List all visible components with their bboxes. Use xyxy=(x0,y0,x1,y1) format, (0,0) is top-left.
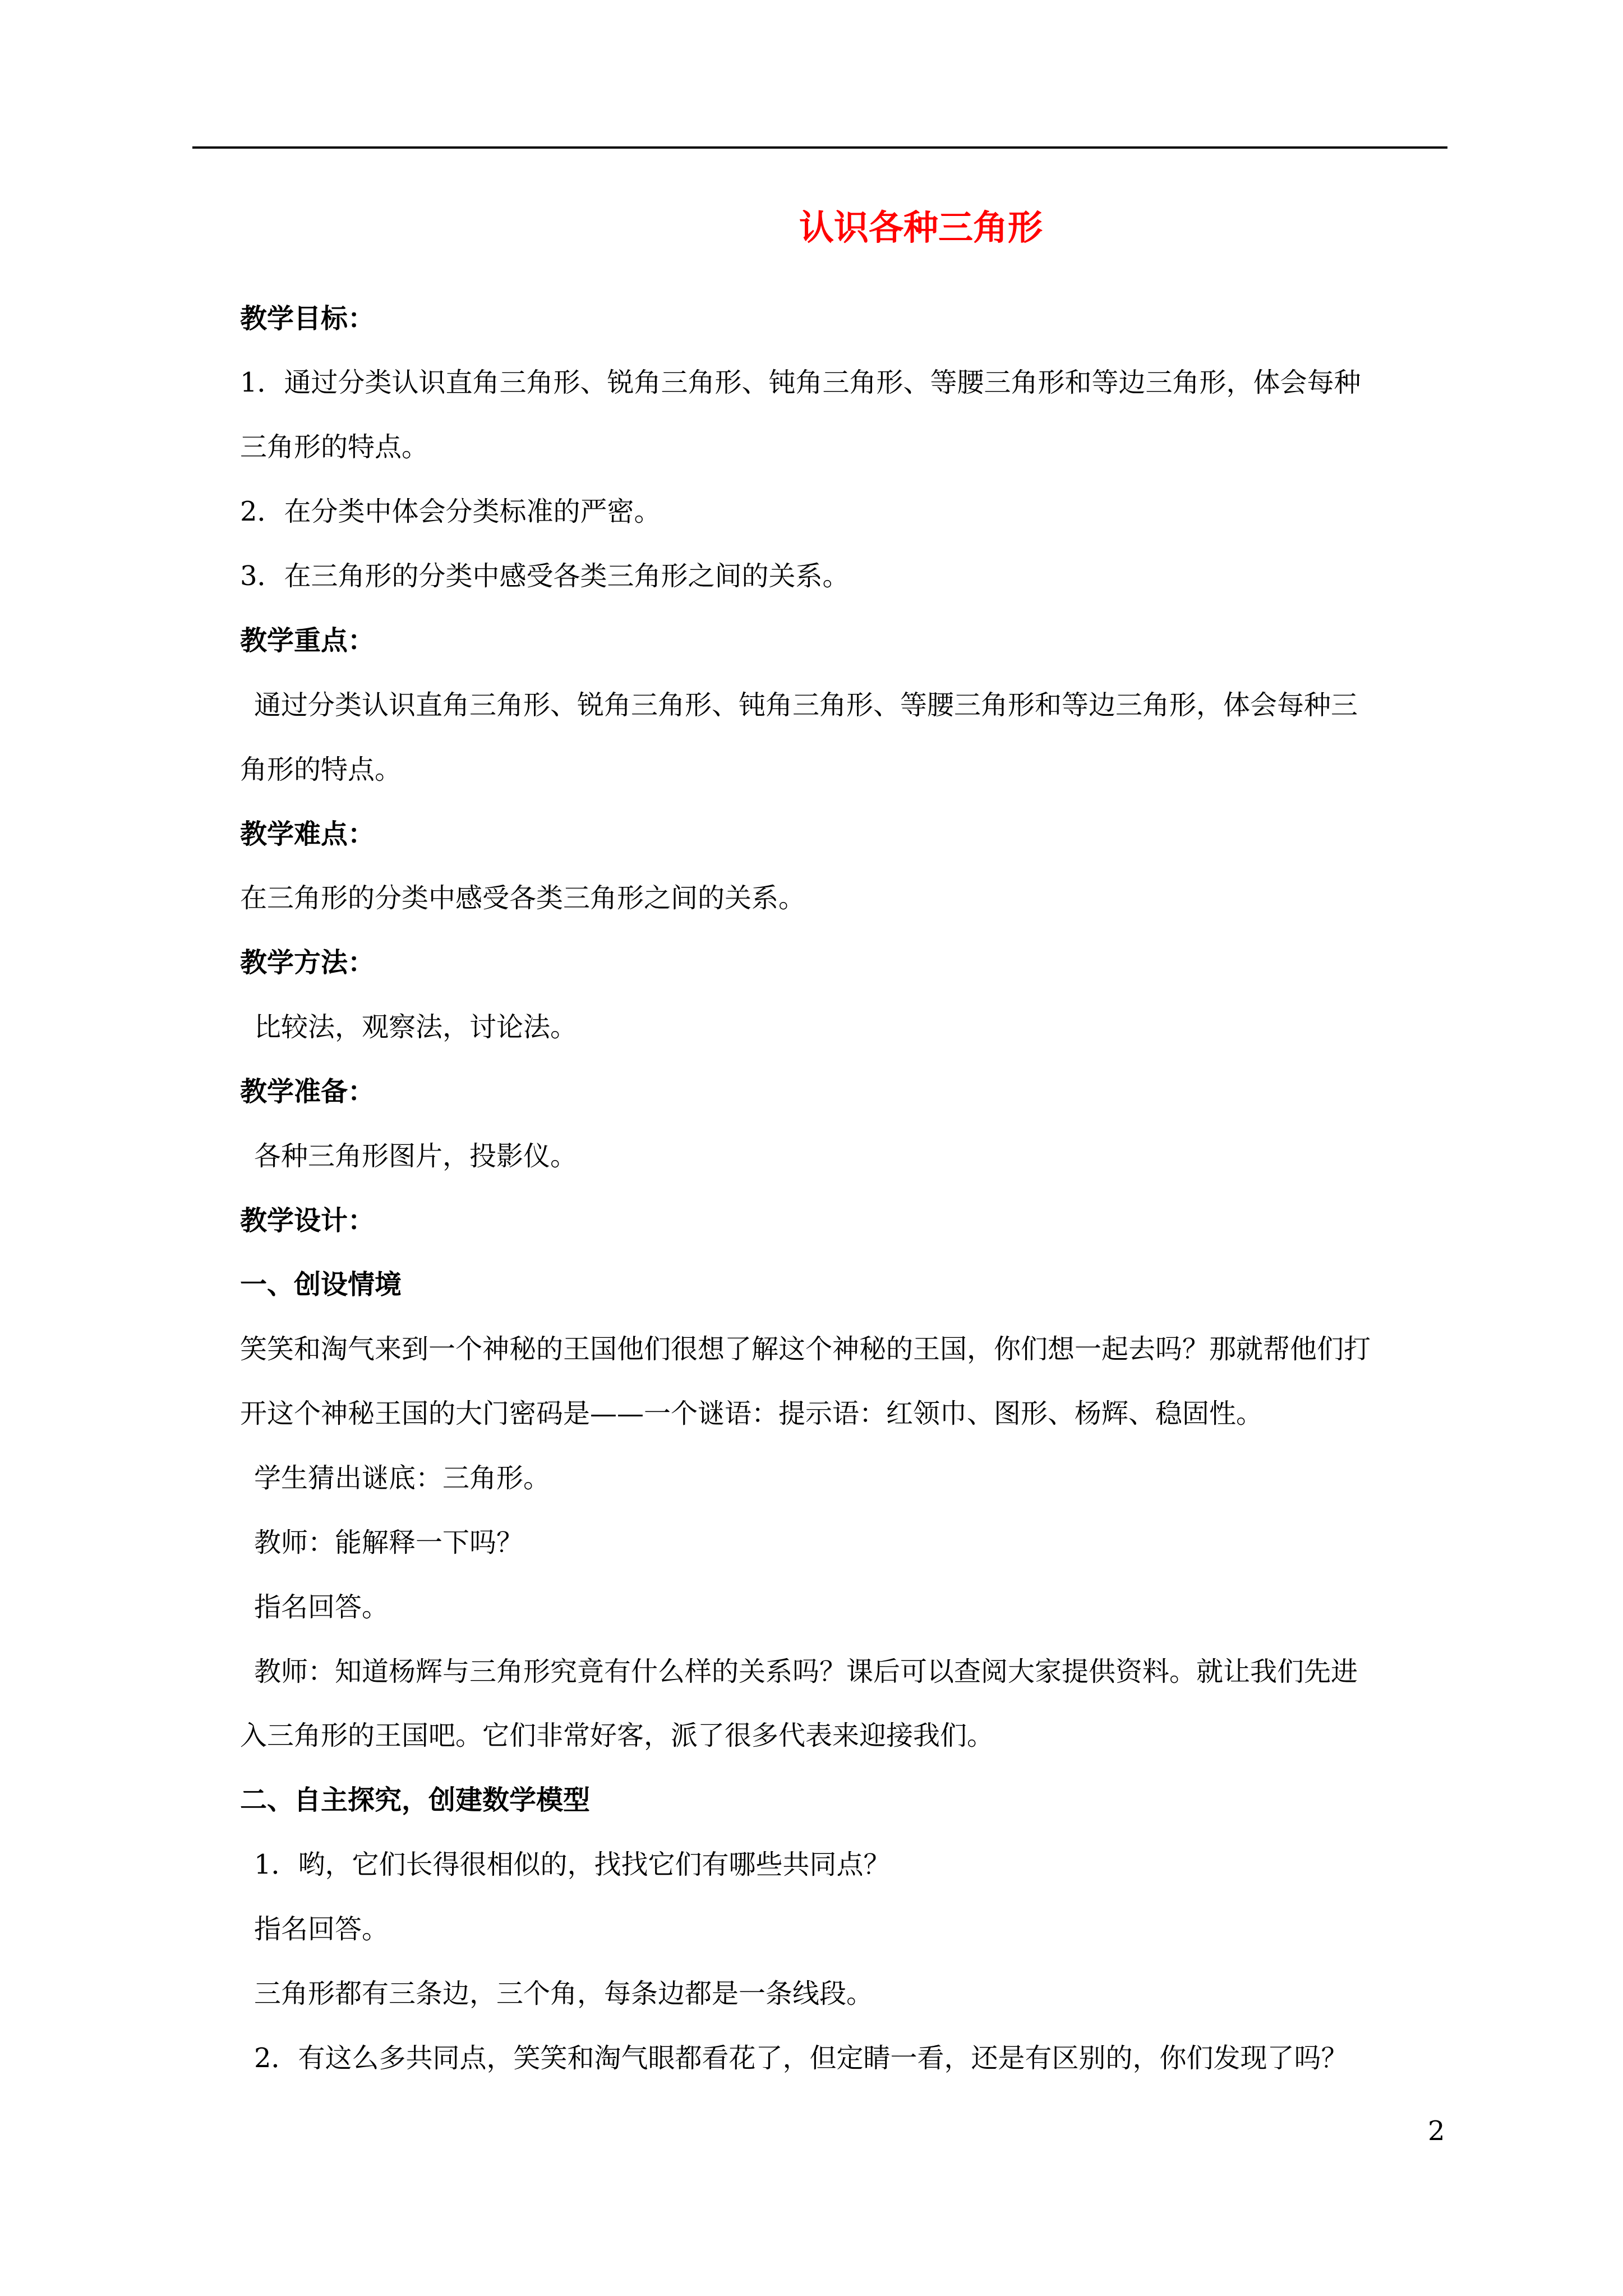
document-title: 认识各种三角形 xyxy=(799,207,1043,248)
heading-methods: 教学方法： xyxy=(240,947,375,978)
section-2-call-on: 指名回答。 xyxy=(254,1913,389,1945)
key-points-line-2: 角形的特点。 xyxy=(240,754,402,785)
goal-1-line-1: 1．通过分类认识直角三角形、锐角三角形、钝角三角形、等腰三角形和等边三角形，体会每种 xyxy=(240,367,1361,398)
key-points-line-1: 通过分类认识直角三角形、锐角三角形、钝角三角形、等腰三角形和等边三角形，体会每种三 xyxy=(254,689,1358,721)
methods-text: 比较法，观察法，讨论法。 xyxy=(254,1011,578,1043)
difficulties-text: 在三角形的分类中感受各类三角形之间的关系。 xyxy=(240,882,806,914)
section-1-para-1-line-2: 开这个神秘王国的大门密码是——一个谜语：提示语：红领巾、图形、杨辉、稳固性。 xyxy=(240,1398,1264,1429)
section-1-call-on: 指名回答。 xyxy=(254,1591,389,1623)
goal-2: 2．在分类中体会分类标准的严密。 xyxy=(240,496,661,527)
section-2-item-1: 1．哟，它们长得很相似的，找找它们有哪些共同点？ xyxy=(254,1849,891,1880)
heading-key-points: 教学重点： xyxy=(240,625,375,656)
goal-1-line-2: 三角形的特点。 xyxy=(240,431,429,463)
preparation-text: 各种三角形图片，投影仪。 xyxy=(254,1140,578,1172)
header-rule xyxy=(192,146,1447,149)
heading-teaching-goals: 教学目标： xyxy=(240,303,375,334)
section-1-heading: 一、创设情境 xyxy=(240,1269,402,1300)
section-1-teacher-line-2: 入三角形的王国吧。它们非常好客，派了很多代表来迎接我们。 xyxy=(240,1720,994,1751)
section-2-answer: 三角形都有三条边，三个角，每条边都是一条线段。 xyxy=(254,1978,874,2009)
page-number: 2 xyxy=(1428,2115,1445,2147)
section-2-item-2: 2．有这么多共同点，笑笑和淘气眼都看花了，但定睛一看，还是有区别的，你们发现了吗？ xyxy=(254,2042,1348,2074)
goal-3: 3．在三角形的分类中感受各类三角形之间的关系。 xyxy=(240,560,850,592)
section-1-teacher-line-1: 教师：知道杨辉与三角形究竟有什么样的关系吗？课后可以查阅大家提供资料。就让我们先进 xyxy=(254,1656,1358,1687)
heading-difficulties: 教学难点： xyxy=(240,818,375,850)
section-1-para-1-line-1: 笑笑和淘气来到一个神秘的王国他们很想了解这个神秘的王国，你们想一起去吗？那就帮他们打 xyxy=(240,1333,1371,1365)
section-1-teacher-question: 教师：能解释一下吗？ xyxy=(254,1527,524,1558)
section-1-student-answer: 学生猜出谜底：三角形。 xyxy=(254,1462,551,1494)
heading-preparation: 教学准备： xyxy=(240,1076,375,1107)
section-2-heading: 二、自主探究，创建数学模型 xyxy=(240,1784,591,1816)
heading-design: 教学设计： xyxy=(240,1205,375,1236)
